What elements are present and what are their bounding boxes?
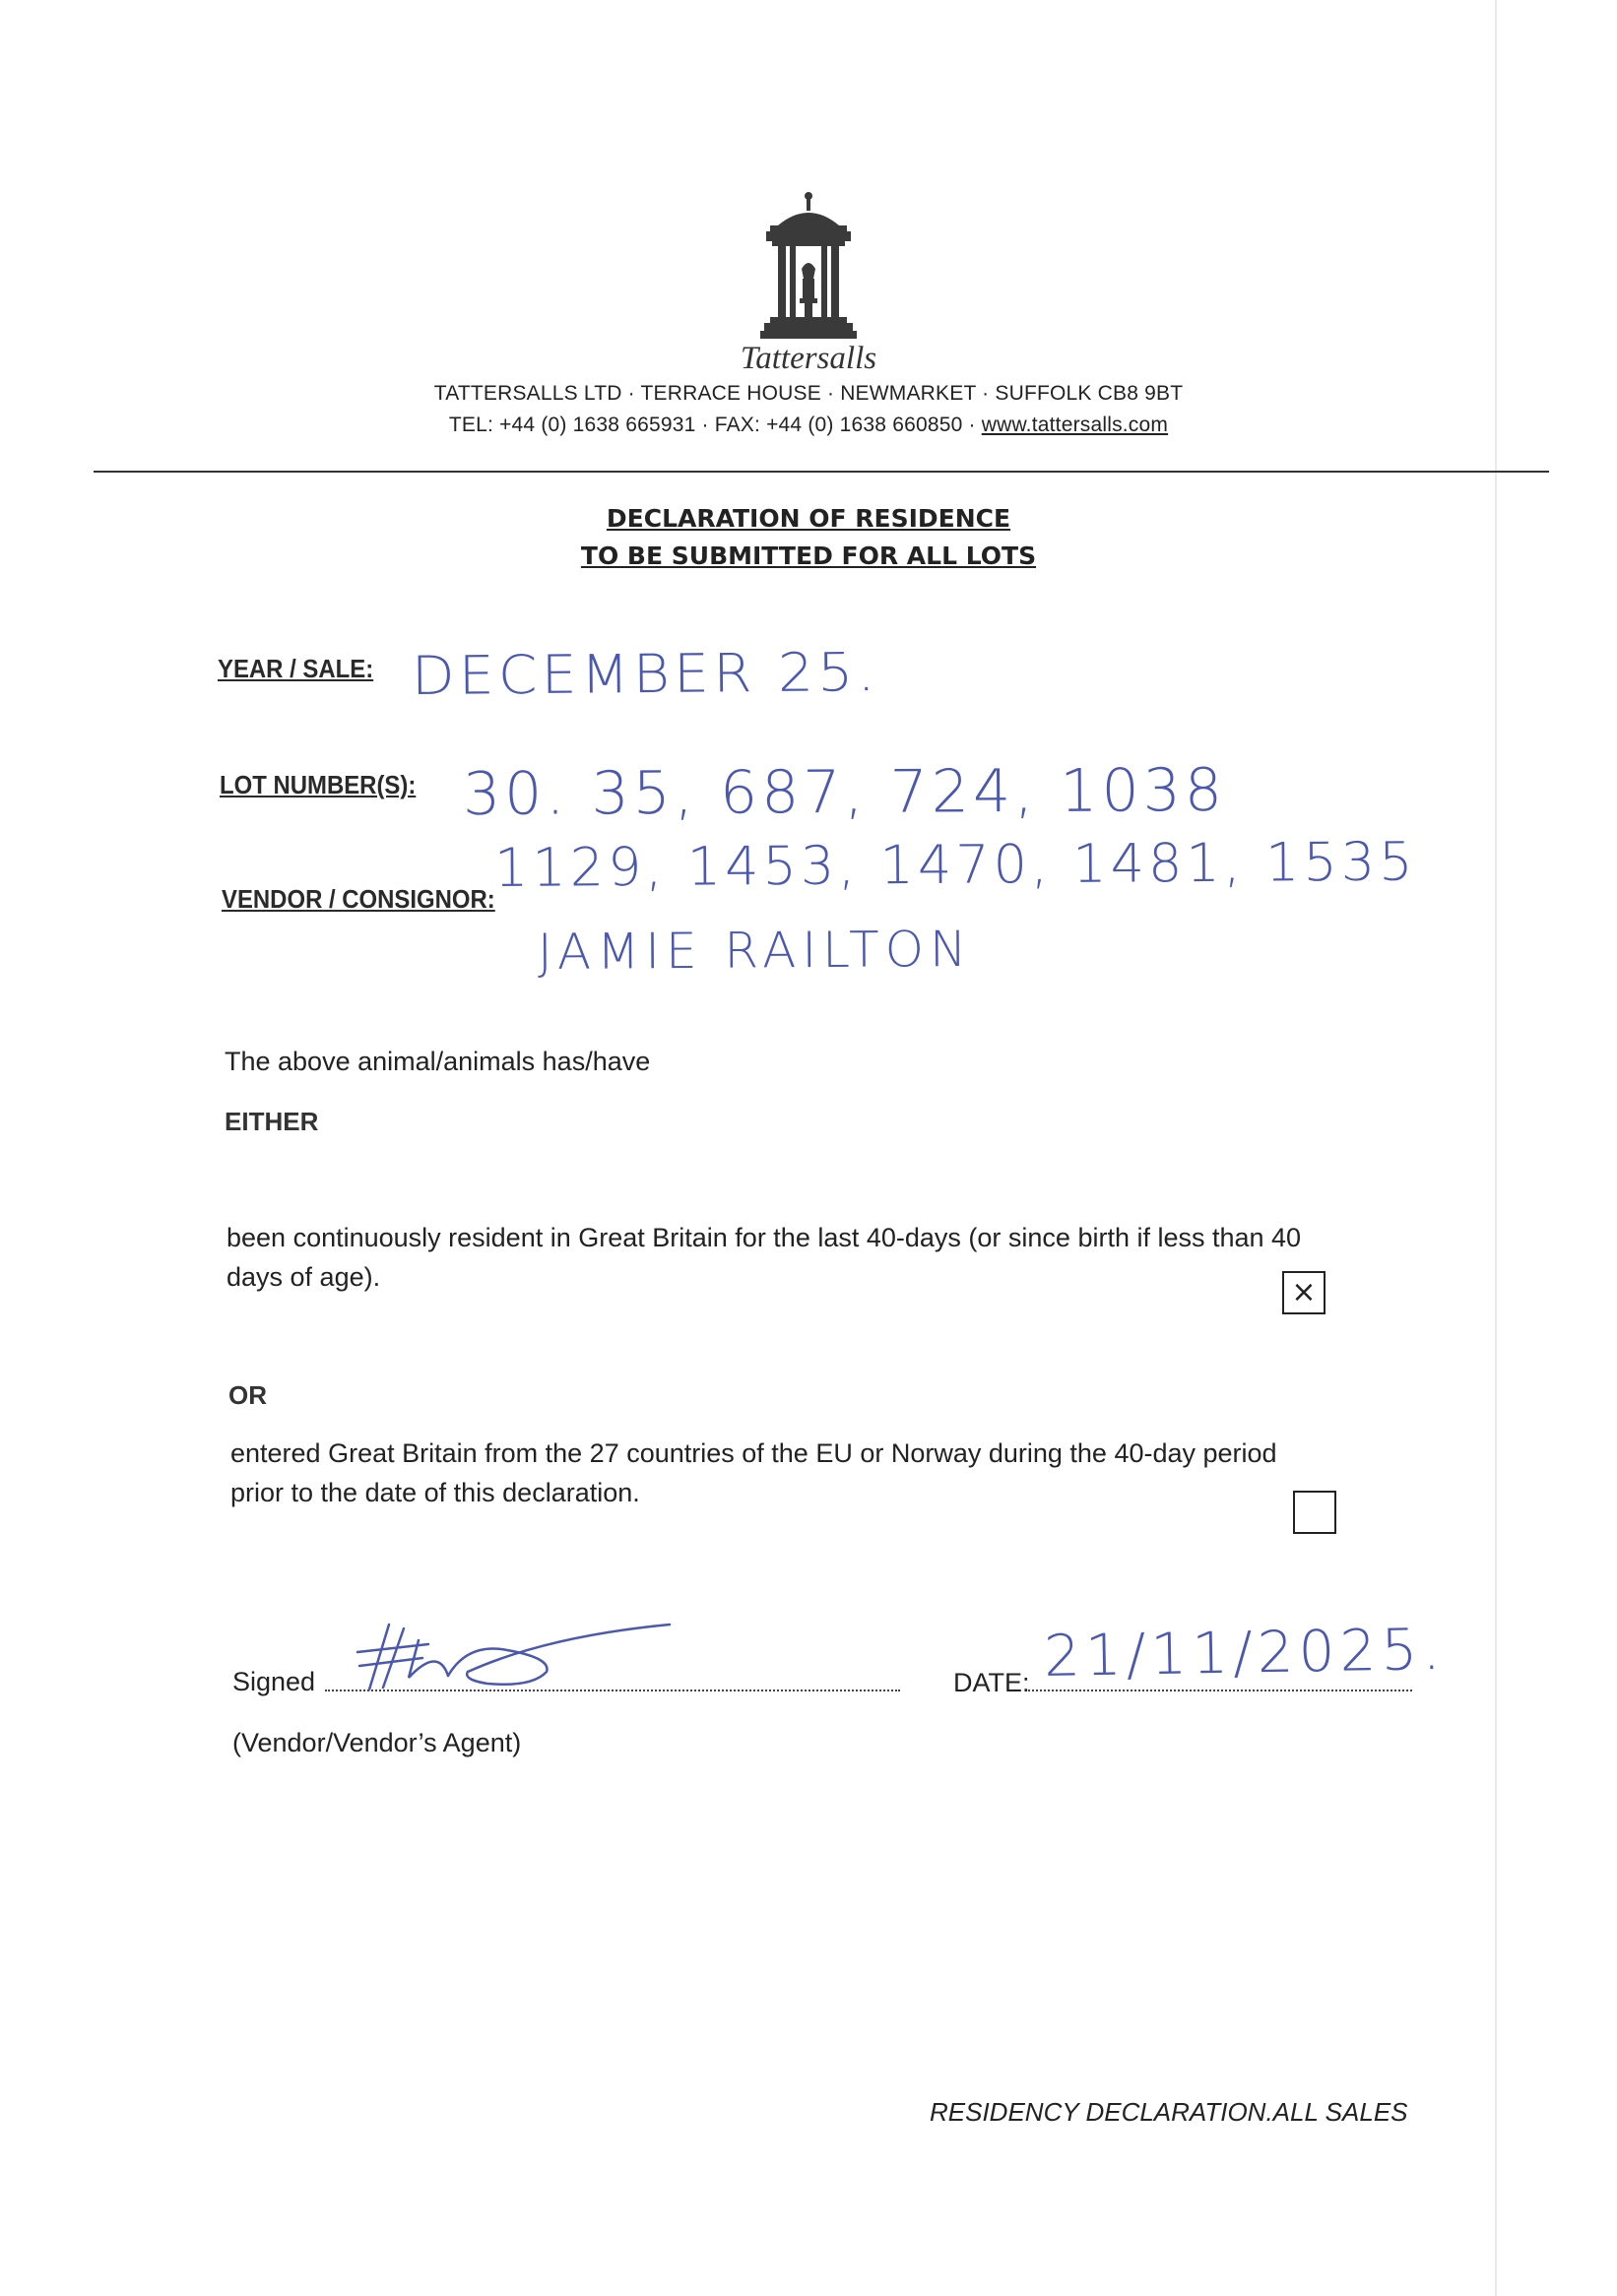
website-link[interactable]: www.tattersalls.com	[981, 414, 1169, 436]
year-sale-label: YEAR / SALE:	[218, 654, 374, 683]
option1-line1: been continuously resident in Great Britain for the last 40-days (or since birth if less than 40	[226, 1223, 1302, 1252]
document-title: DECLARATION OF RESIDENCE	[606, 504, 1011, 533]
statement-intro: The above animal/animals has/have	[225, 1047, 651, 1076]
year-sale-value[interactable]: DECEMBER 25.	[411, 641, 880, 707]
company-contact	[0, 414, 1617, 437]
document-subtitle: TO BE SUBMITTED FOR ALL LOTS	[580, 542, 1037, 570]
option2-line2: prior to the date of this declaration.	[230, 1478, 640, 1507]
brand-wordmark: Tattersalls	[740, 341, 877, 376]
date-value[interactable]: 21/11/2025.	[1043, 1615, 1447, 1690]
signature-scribble-icon[interactable]	[350, 1607, 675, 1695]
either-label: EITHER	[225, 1107, 319, 1136]
date-label: DATE:	[953, 1668, 1030, 1697]
header-divider	[94, 471, 1549, 473]
lot-numbers-value-line1[interactable]: 30. 35, 687, 724, 1038	[462, 755, 1227, 829]
option1-line2: days of age).	[226, 1262, 381, 1292]
option2-line1: entered Great Britain from the 27 countries of the EU or Norway during the 40-day period	[230, 1438, 1277, 1468]
or-label: OR	[228, 1380, 267, 1410]
option2-checkbox[interactable]	[1293, 1491, 1336, 1534]
lot-numbers-value-line2[interactable]: 1129, 1453, 1470, 1481, 1535	[493, 830, 1417, 899]
signer-role: (Vendor/Vendor’s Agent)	[232, 1728, 522, 1757]
vendor-label: VENDOR / CONSIGNOR:	[222, 884, 495, 914]
footer-reference: RESIDENCY DECLARATION.ALL SALES	[930, 2097, 1408, 2127]
lot-numbers-label: LOT NUMBER(S):	[220, 770, 417, 799]
vendor-value[interactable]: JAMIE RAILTON	[537, 920, 973, 981]
option1-checkbox[interactable]	[1282, 1271, 1326, 1314]
date-line	[1028, 1690, 1412, 1691]
signed-label: Signed	[232, 1667, 316, 1696]
checkbox-cross-icon: ×	[1291, 1275, 1317, 1309]
tattersalls-logo-icon	[756, 190, 861, 342]
company-address: TATTERSALLS LTD · TERRACE HOUSE · NEWMARKET · SUFFOLK CB8 9BT	[433, 382, 1184, 405]
contact-phone-fax: TEL: +44 (0) 1638 665931 · FAX: +44 (0) 1638 660850 ·	[448, 414, 982, 436]
